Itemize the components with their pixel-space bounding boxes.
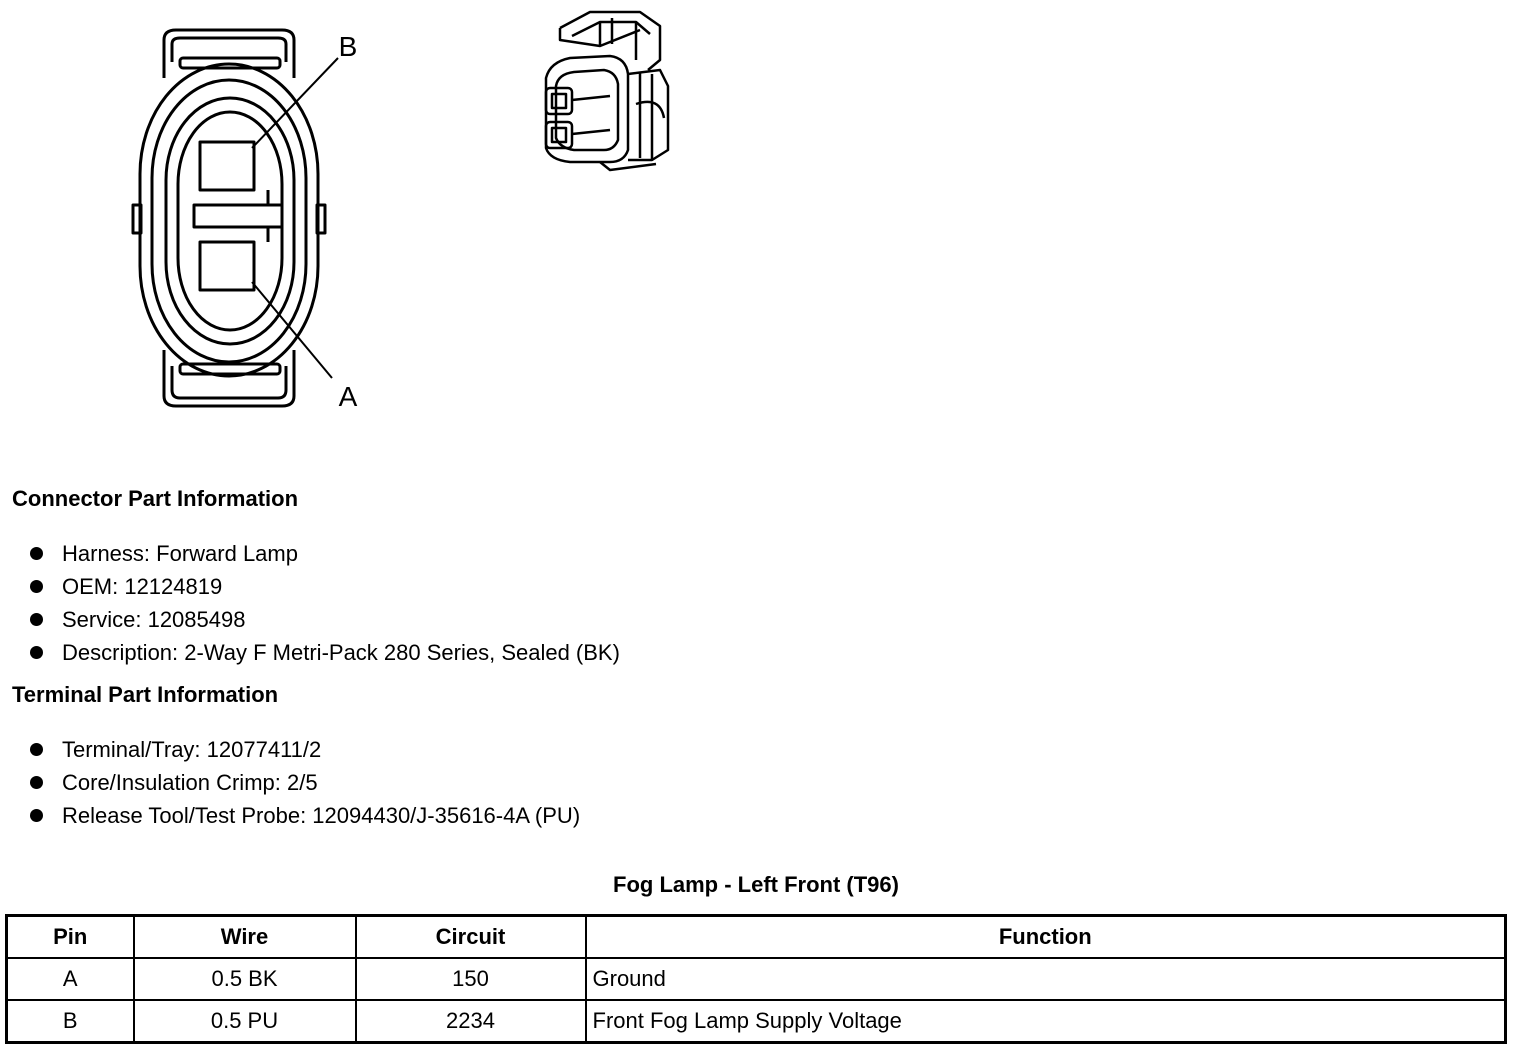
header-pin: Pin <box>7 916 134 959</box>
connector-face-view <box>133 30 338 406</box>
terminal-info-heading: Terminal Part Information <box>12 682 279 707</box>
list-item <box>30 537 620 570</box>
connector-info-list <box>30 537 620 669</box>
header-wire: Wire <box>134 916 356 959</box>
terminal-release-tool: Release Tool/Test Probe: 12094430/J-35616-4A (PU) <box>62 803 581 828</box>
pin-label-b: B <box>338 31 358 62</box>
connector-harness: Harness: Forward Lamp <box>62 541 298 566</box>
table-header-row <box>7 916 1506 959</box>
bullet-icon <box>30 613 43 626</box>
terminal-crimp: Core/Insulation Crimp: 2/5 <box>62 770 318 795</box>
connector-info-heading: Connector Part Information <box>12 486 299 511</box>
bullet-icon <box>30 809 43 822</box>
list-item <box>30 766 580 799</box>
cell-circuit: 2234 <box>356 1000 586 1043</box>
header-function: Function <box>586 916 1506 959</box>
header-circuit: Circuit <box>356 916 586 959</box>
connector-diagram <box>0 0 760 430</box>
connector-service: Service: 12085498 <box>62 607 246 632</box>
list-item <box>30 799 580 832</box>
bullet-icon <box>30 646 43 659</box>
bullet-icon <box>30 743 43 756</box>
list-item <box>30 733 580 766</box>
bullet-icon <box>30 776 43 789</box>
cell-pin: B <box>7 1000 134 1043</box>
cell-wire: 0.5 PU <box>134 1000 356 1043</box>
connector-isometric-view <box>546 12 668 170</box>
cell-wire: 0.5 BK <box>134 958 356 1000</box>
cell-function: Ground <box>586 958 1506 1000</box>
cell-function: Front Fog Lamp Supply Voltage <box>586 1000 1506 1043</box>
terminal-tray: Terminal/Tray: 12077411/2 <box>62 737 322 762</box>
table-row <box>7 958 1506 1000</box>
bullet-icon <box>30 580 43 593</box>
list-item <box>30 603 620 636</box>
pin-table <box>5 914 1507 1044</box>
list-item <box>30 636 620 669</box>
cell-pin: A <box>7 958 134 1000</box>
connector-oem: OEM: 12124819 <box>62 574 223 599</box>
terminal-info-list <box>30 733 580 832</box>
connector-description: Description: 2-Way F Metri-Pack 280 Series, Sealed (BK) <box>62 640 620 665</box>
list-item <box>30 570 620 603</box>
pin-label-a: A <box>338 381 358 412</box>
table-title: Fog Lamp - Left Front (T96) <box>613 872 899 897</box>
cell-circuit: 150 <box>356 958 586 1000</box>
table-row <box>7 1000 1506 1043</box>
bullet-icon <box>30 547 43 560</box>
